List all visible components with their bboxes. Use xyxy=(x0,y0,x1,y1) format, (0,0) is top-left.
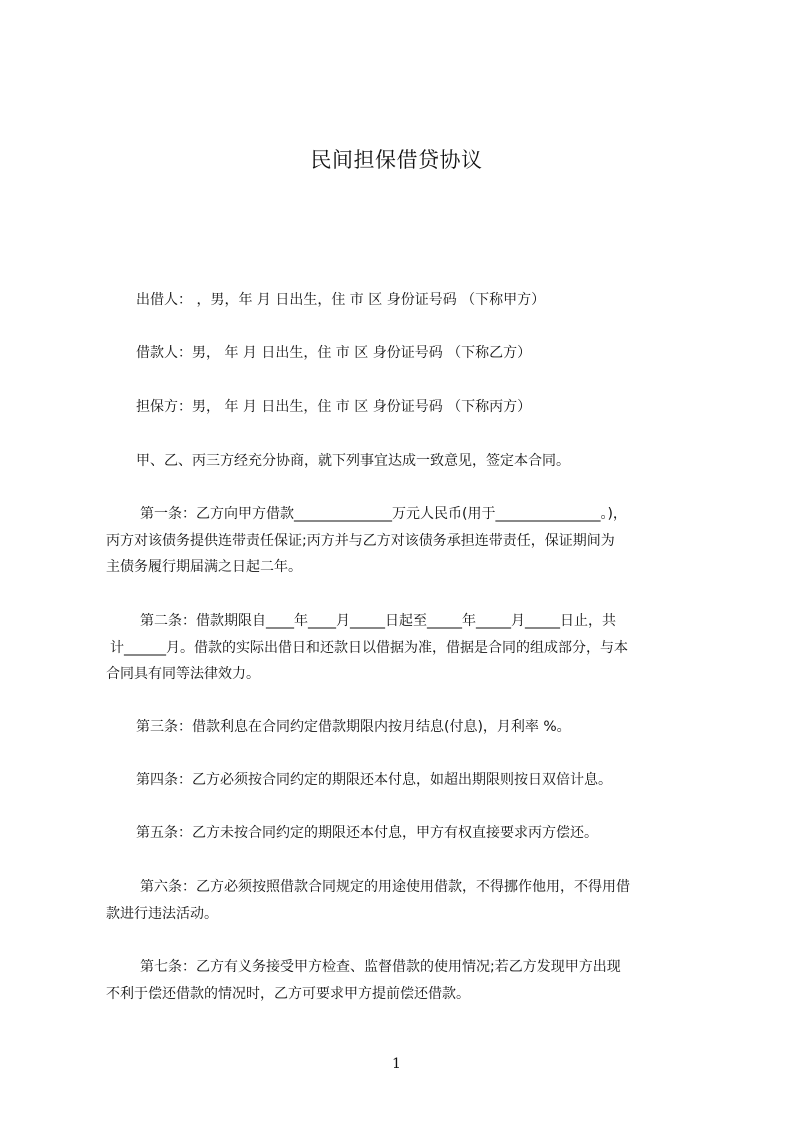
article-5 xyxy=(106,820,731,847)
paragraph-line: 第三条：借款利息在合同约定借款期限内按月结息(付息)，月利率 %。 xyxy=(136,719,571,735)
paragraph-line: 甲、乙、丙三方经充分协商，就下列事宜达成一致意见，签定本合同。 xyxy=(136,453,570,469)
borrower-paragraph xyxy=(106,340,731,367)
page-number: 1 xyxy=(392,1056,401,1072)
agreement-intro-paragraph xyxy=(106,448,731,475)
guarantor-paragraph xyxy=(106,394,731,421)
article-3 xyxy=(106,714,731,741)
paragraph-line: 出借人： ，男，年 月 日出生，住 市 区 身份证号码 （下称甲方） xyxy=(136,292,546,308)
article-1 xyxy=(106,501,701,581)
paragraph-line: 担保方：男， 年 月 日出生，住 市 区 身份证号码 （下称丙方） xyxy=(136,399,532,415)
paragraph-line: 合同具有同等法律效力。 xyxy=(106,666,260,682)
paragraph-line: 第二条：借款期限自____年____月_____日起至_____年_____月_____日止，共 xyxy=(140,613,616,629)
paragraph-line: 丙方对该债务提供连带责任保证;丙方并与乙方对该债务承担连带责任，保证期间为 xyxy=(106,532,615,549)
article-7 xyxy=(106,954,701,1007)
paragraph-line: 不利于偿还借款的情况时，乙方可要求甲方提前偿还借款。 xyxy=(106,985,470,1002)
paragraph-line: 第一条：乙方向甲方借款______________万元人民币(用于_______________。)， xyxy=(140,506,627,522)
article-2 xyxy=(106,608,701,688)
paragraph-line: 款进行违法活动。 xyxy=(106,905,218,922)
article-4 xyxy=(106,767,731,794)
paragraph-line: 第七条：乙方有义务接受甲方检查、监督借款的使用情况;若乙方发现甲方出现 xyxy=(140,959,621,975)
paragraph-line: 第四条：乙方必须按合同约定的期限还本付息，如超出期限则按日双倍计息。 xyxy=(136,772,612,788)
lender-paragraph xyxy=(106,287,731,314)
paragraph-line: 第五条：乙方未按合同约定的期限还本付息，甲方有权直接要求丙方偿还。 xyxy=(136,825,598,841)
paragraph-line: 主债务履行期届满之日起二年。 xyxy=(106,559,302,575)
paragraph-line: 借款人：男， 年 月 日出生，住 市 区 身份证号码 （下称乙方） xyxy=(136,345,532,361)
paragraph-line: 计______月。借款的实际出借日和还款日以借据为准，借据是合同的组成部分，与本 xyxy=(110,639,628,656)
article-6 xyxy=(106,874,701,927)
document-title: 民间担保借贷协议 xyxy=(310,148,483,172)
paragraph-line: 第六条：乙方必须按照借款合同规定的用途使用借款，不得挪作他用，不得用借 xyxy=(140,879,630,895)
